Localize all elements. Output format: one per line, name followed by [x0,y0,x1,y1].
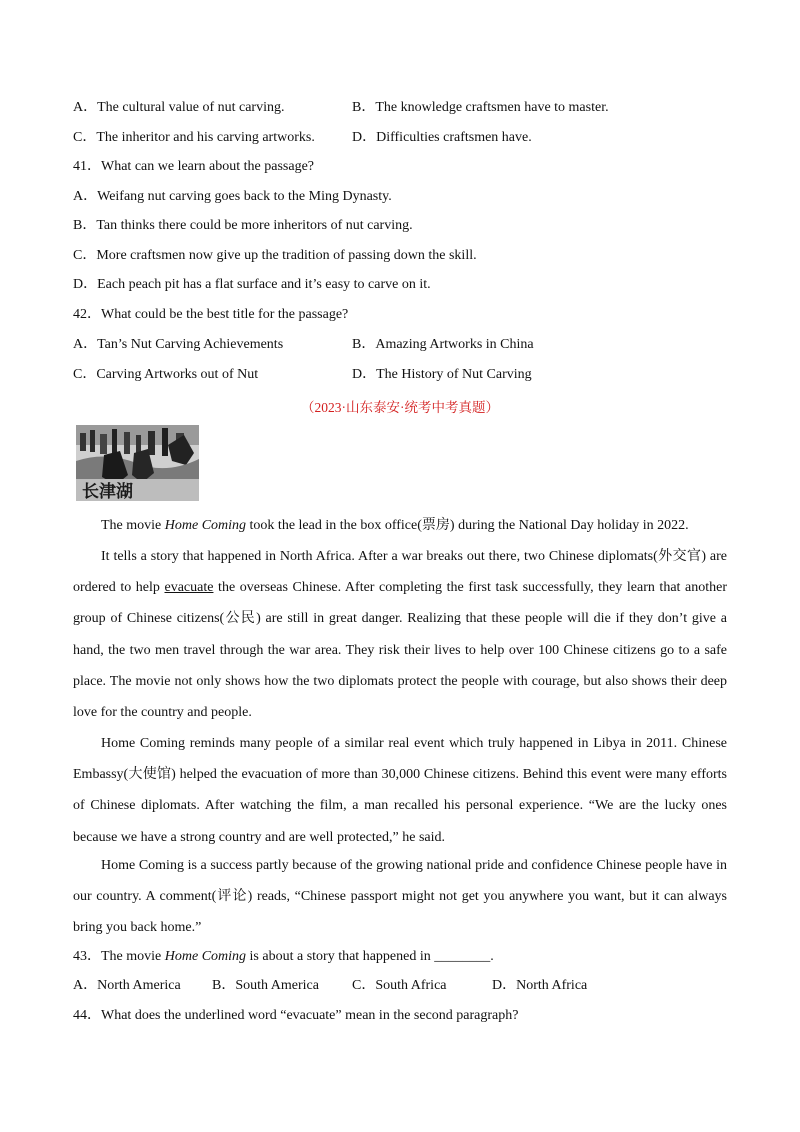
passage-paragraph-3: Home Coming reminds many people of a similar real event which truly happened in Libya in 2011. Chinese Embassy(大使馆) helped the evacuation of more than 30,000 Chinese citizens. Behind this event were many efforts of Chinese diplomats. After watching the film, a man recalled his personal experience. “We are the lucky ones because we have a strong country and are well protected,” he said. [73,736,727,845]
q43-stem-pre: 43．The movie [73,949,165,964]
q40-option-c: C．The inheritor and his carving artworks. [73,130,315,145]
q42-option-b: B．Amazing Artworks in China [352,337,534,352]
svg-text:长津湖: 长津湖 [82,482,133,501]
movie-poster-image [76,425,199,501]
q42-option-a: A．Tan’s Nut Carving Achievements [73,337,284,352]
q40-option-d: D．Difficulties craftsmen have. [352,130,532,145]
q43-movie-title: Home Coming [164,949,247,964]
q43-stem [73,948,494,966]
passage-paragraph-1 [73,510,727,541]
q42-stem: 42．What could be the best title for the passage? [73,307,349,322]
q43-option-c: C．South Africa [352,978,447,993]
q41-stem: 41．What can we learn about the passage? [73,159,315,174]
q42-option-d: D．The History of Nut Carving [352,367,532,382]
p1-text-post: took the lead in the box office(票房) during the National Day holiday in 2022. [246,518,689,533]
q43-option-b: B．South America [212,978,319,993]
p2-text-b: the overseas Chinese. After completing the first task successfully, they learn that another group of Chinese citizens(公民) are still in great danger. Realizing that these people will die if they don’t give a hand, the two men travel through the war area. They risk their lives to help over 100 Chinese citizens go to a safe place. The movie not only shows how the two diplomats protect the people with courage, but also shows their deep love for the country and people. [73,580,727,721]
q40-option-b: B．The knowledge craftsmen have to master. [352,100,609,115]
q43-stem-post: is about a story that happened in ________. [246,949,494,964]
q41-option-a: A．Weifang nut carving goes back to the Ming Dynasty. [73,189,392,204]
p2-text-a: It tells a story that happened in North Africa. After a war breaks out there, two Chinese diplomats(外交官) are ordered to help [73,549,727,596]
passage-paragraph-2 [73,541,727,728]
q43-option-d: D．North Africa [492,978,588,993]
q44-stem: 44．What does the underlined word “evacuate” mean in the second paragraph? [73,1008,519,1023]
source-tag: （2023·山东泰安·统考中考真题） [301,400,499,415]
q42-option-c: C．Carving Artworks out of Nut [73,367,259,382]
q41-option-b: B．Tan thinks there could be more inheritors of nut carving. [73,218,413,233]
underlined-word: evacuate [164,580,214,596]
q41-option-c: C．More craftsmen now give up the tradition of passing down the skill. [73,248,477,263]
p1-text-pre: The movie [101,518,165,533]
q40-option-a: A．The cultural value of nut carving. [73,100,285,115]
passage-paragraph-4: Home Coming is a success partly because of the growing national pride and confidence Chinese people have in our country. A comment(评论) reads, “Chinese passport might not get you anywhere you want, but it can always bring you back home.” [73,858,727,936]
movie-title: Home Coming [164,518,247,533]
q41-option-d: D．Each peach pit has a flat surface and it’s easy to carve on it. [73,277,431,292]
q43-option-a: A．North America [73,978,181,993]
